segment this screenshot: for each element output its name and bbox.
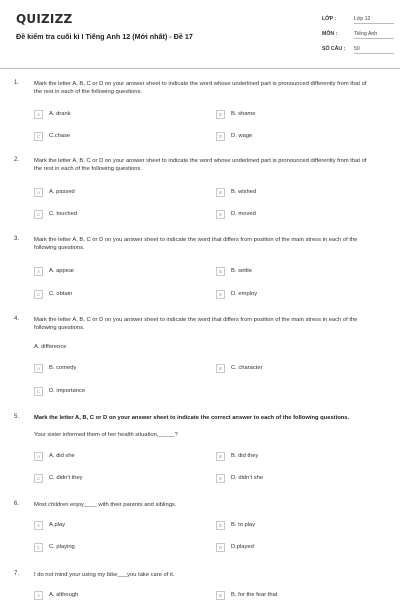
option-text: C. obtain: [49, 291, 73, 297]
option-text: B. shame: [231, 111, 256, 117]
option-text: D. employ: [231, 291, 258, 297]
meta-subject-value: Tiếng Anh: [354, 31, 394, 39]
option-letter-box: B: [216, 452, 225, 461]
option-letter-box: B: [216, 110, 225, 119]
option-text: D. didn't she: [231, 475, 264, 481]
option-text: C.chase: [49, 133, 71, 139]
question-text: Mark the letter A, B, C or D on you answer sheet to indicate the word that differs from position of the main stress in each of the following questions.: [34, 317, 358, 332]
option-text: A. appear: [49, 268, 75, 274]
question-prompt: A. difference: [34, 344, 67, 350]
option-letter-box: B: [216, 364, 225, 373]
document-title: Đề kiểm tra cuối kì I Tiếng Anh 12 (Mới nhất) - Đề 17: [16, 32, 193, 41]
option-letter-box: A: [34, 110, 43, 119]
meta-class-value: Lớp 12: [354, 16, 394, 24]
option-letter-box: C: [34, 132, 43, 141]
option-letter-box: B: [216, 591, 225, 600]
option-text: D. wage: [231, 133, 253, 139]
option-text: D.played: [231, 544, 254, 550]
option-letter-box: D: [216, 132, 225, 141]
option-letter-box: D: [216, 210, 225, 219]
option-letter-box: B: [216, 188, 225, 197]
option-letter-box: B: [216, 267, 225, 276]
option-letter-box: A: [34, 591, 43, 600]
question-number: 6.: [14, 501, 20, 507]
option-letter-box: C: [34, 387, 43, 396]
question-prompt: Your sister informed them of her health situation,_____?: [34, 432, 178, 438]
option-text: A. did she: [49, 453, 75, 459]
option-letter-box: D: [216, 543, 225, 552]
option-text: A. drank: [49, 111, 71, 117]
option-letter-box: D: [216, 290, 225, 299]
option-text: C. playing: [49, 544, 75, 550]
option-text: B. comedy: [49, 365, 77, 371]
option-letter-box: A: [34, 364, 43, 373]
question-number: 7.: [14, 571, 20, 577]
option-text: C. touched: [49, 211, 78, 217]
option-text: D. moved: [231, 211, 256, 217]
option-letter-box: A: [34, 188, 43, 197]
option-text: A.play: [49, 522, 66, 528]
option-letter-box: C: [34, 290, 43, 299]
option-text: C. didn't they: [49, 475, 83, 481]
meta-subject-key: MÔN :: [322, 31, 338, 37]
option-text: B. settle: [231, 268, 252, 274]
option-letter-box: A: [34, 267, 43, 276]
option-text: B. wished: [231, 189, 257, 195]
option-text: B. to play: [231, 522, 256, 528]
option-letter-box: C: [34, 210, 43, 219]
meta-count-key: SỐ CÂU :: [322, 46, 346, 52]
question-number: 5.: [14, 414, 20, 420]
quizizz-logo: QUIZIZZ: [16, 12, 73, 26]
option-text: B. did they: [231, 453, 259, 459]
option-letter-box: A: [34, 521, 43, 530]
question-text: Most children enjoy____ with their parents and siblings.: [34, 502, 177, 508]
question-number: 2.: [14, 157, 20, 163]
question-text: Mark the letter A, B, C or D on your answer sheet to indicate the word whose underlined part is pronounced differently from that of the rest in each of the following questions.: [34, 81, 367, 96]
option-text: A. passed: [49, 189, 75, 195]
question-text: Mark the letter A, B, C or D on your answer sheet to indicate the word whose underlined part is pronounced differently from that of the rest in each of the following questions.: [34, 158, 367, 173]
question-number: 3.: [14, 236, 20, 242]
option-text: D. importance: [49, 388, 86, 394]
meta-class-key: LỚP :: [322, 16, 337, 22]
option-text: B. for the fear that: [231, 592, 278, 598]
question-text: Mark the letter A, B, C or D on your answer sheet to indicate the correct answer to each of the following questions.: [34, 415, 350, 421]
question-number: 1.: [14, 80, 20, 86]
option-letter-box: C: [34, 543, 43, 552]
meta-count-value: 50: [354, 46, 394, 54]
option-letter-box: B: [216, 521, 225, 530]
option-text: C. character: [231, 365, 263, 371]
header-divider: [0, 68, 400, 69]
question-text: Mark the letter A, B, C or D on you answer sheet to indicate the word that differs from position of the main stress in each of the following questions.: [34, 237, 358, 252]
option-letter-box: A: [34, 452, 43, 461]
option-letter-box: C: [34, 474, 43, 483]
option-letter-box: D: [216, 474, 225, 483]
question-number: 4.: [14, 316, 20, 322]
option-text: A. although: [49, 592, 79, 598]
question-text: I do not mind your using my bike___you take care of it.: [34, 572, 175, 578]
